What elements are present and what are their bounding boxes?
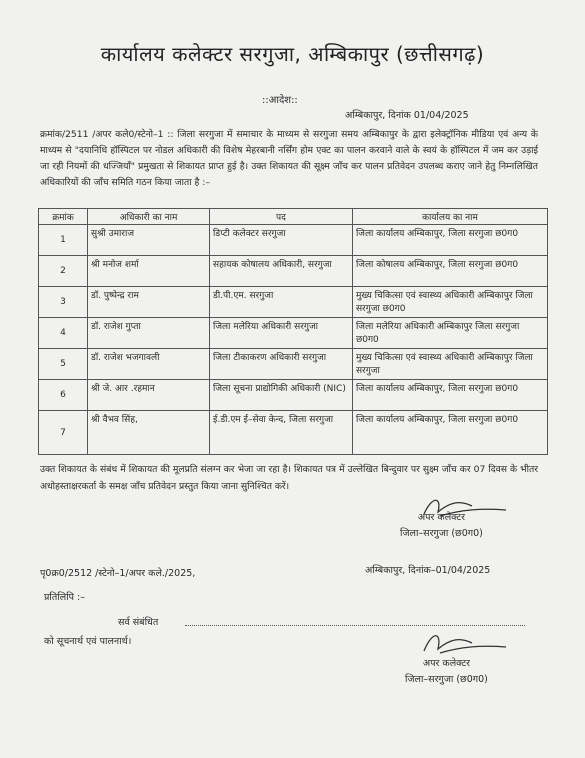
table-row	[39, 225, 548, 256]
office-title: कार्यालय कलेक्टर सरगुजा, अम्बिकापुर (छत्तीसगढ़)	[100, 42, 485, 66]
designation-cell: जिला सूचना प्राद्योगिकी अधिकारी (NIC)	[210, 380, 353, 411]
signatory-district: जिला–सरगुजा (छ0ग0)	[405, 674, 488, 685]
serial-cell: 7	[39, 411, 88, 455]
col-header-designation: पद	[210, 209, 353, 225]
copy-label: प्रतिलिपि :–	[44, 592, 86, 603]
order-date: अम्बिकापुर, दिनांक 01/04/2025	[345, 110, 469, 121]
table-header-row	[39, 209, 548, 225]
table-row	[39, 287, 548, 318]
office-cell: जिला कार्यालय अम्बिकापुर, जिला सरगुजा छ0ग0	[352, 411, 547, 455]
signatory-designation: अपर कलेक्टर	[417, 512, 465, 523]
officer-name-cell: डॉ. राजेश गुप्ता	[88, 318, 210, 349]
serial-cell: 1	[39, 225, 88, 256]
serial-cell: 5	[39, 349, 88, 380]
table-row	[39, 349, 548, 380]
designation-cell: सहायक कोषालय अधिकारी, सरगुजा	[210, 256, 353, 287]
officer-name-cell: श्री मनोज शर्मा	[88, 256, 210, 287]
reference-number: पृ0क्र0/2512 /स्टेनो–1/अपर कले./2025,	[40, 568, 196, 579]
reference-date: अम्बिकापुर, दिनांक–01/04/2025	[365, 565, 491, 576]
serial-cell: 4	[39, 318, 88, 349]
designation-cell: ई.डी.एम ई–सेवा केन्द, जिला सरगुजा	[210, 411, 353, 455]
serial-cell: 6	[39, 380, 88, 411]
closing-paragraph: उक्त शिकायत के संबंध में शिकायत की मूलप्रति संलग्न कर भेजा जा रहा है। शिकायत पत्र में उल्लेखित बिन्दुवार पर सुक्ष्म जाँच कर 07 दिवस के भीतर अधोहस्ताक्षरकर्ता के समक्ष जाँच प्रतिवेदन प्रस्तुत किया जाना सुनिश्चित करें।	[40, 464, 538, 492]
signature-scribble	[420, 627, 510, 659]
committee-table	[38, 208, 548, 455]
col-header-serial: क्रमांक	[39, 209, 88, 225]
signatory-district: जिला–सरगुजा (छ0ग0)	[400, 528, 483, 539]
signature-block	[400, 510, 483, 542]
designation-cell: जिला मलेरिया अधिकारी सरगुजा	[210, 318, 353, 349]
table-row	[39, 411, 548, 455]
copy-all-concerned: सर्व संबंधित	[118, 617, 159, 628]
office-cell: मुख्य चिकित्सा एवं स्वास्थ्य अधिकारी अम्बिकापुर जिला सरगुजा छ0ग0	[352, 287, 547, 318]
officer-name-cell: सुश्री उमाराज	[88, 225, 210, 256]
office-cell: जिला मलेरिया अधिकारी अम्बिकापुर जिला सरगुजा छ0ग0	[352, 318, 547, 349]
officer-name-cell: डॉ. पुष्पेन्द्र राम	[88, 287, 210, 318]
office-cell: मुख्य चिकित्सा एवं स्वास्थ्य अधिकारी अम्बिकापुर जिला सरगुजा	[352, 349, 547, 380]
office-cell: जिला कोषालय अम्बिकापुर, जिला सरगुजा छ0ग0	[352, 256, 547, 287]
officer-name-cell: श्री जे. आर .रहमान	[88, 380, 210, 411]
copy-inform-line: को सूचनार्थ एवं पालनार्थ।	[44, 636, 132, 647]
order-paragraph: क्रमांक/2511 /अपर कले0/स्टेनो–1 :: जिला सरगुजा में समाचार के माध्यम से सरगुजा समय अम्बिकापुर के द्वारा इलेक्ट्रॉनिक मीडिया एवं अन्य के माध्यम से "दयानिधि हॉस्पिटल पर नोडल अधिकारी की विशेष मेहरबानी नर्सिंग होम एक्ट का पालन करवाने वाले के स्वयं के हॉस्पिटल में जम कर उड़ाई जा रही नियमों की धज्जियाँ" प्रमुखता से शिकायत प्राप्त हुई है। उक्त शिकायत की सूक्ष्म जाँच कर पालन प्रतिवेदन उपलब्ध कराए जाने हेतु निम्नलिखित अधिकारियों की जाँच समिति गठन किया जाता है :–	[40, 129, 538, 188]
col-header-office: कार्यालय का नाम	[352, 209, 547, 225]
dotted-line	[185, 625, 525, 626]
order-heading: ::आदेश::	[262, 95, 298, 106]
office-cell: जिला कार्यालय अम्बिकापुर, जिला सरगुजा छ0ग0	[352, 380, 547, 411]
signature-block	[405, 656, 488, 688]
serial-cell: 2	[39, 256, 88, 287]
designation-cell: जिला टीकाकरण अधिकारी सरगुजा	[210, 349, 353, 380]
designation-cell: डी.पी.एम. सरगुजा	[210, 287, 353, 318]
signatory-designation: अपर कलेक्टर	[422, 658, 470, 669]
table-row	[39, 318, 548, 349]
officer-name-cell: डॉ. राजेश भजगावली	[88, 349, 210, 380]
office-cell: जिला कार्यालय अम्बिकापुर, जिला सरगुजा छ0ग0	[352, 225, 547, 256]
officer-name-cell: श्री वैभव सिंह,	[88, 411, 210, 455]
table-row	[39, 380, 548, 411]
col-header-officer-name: अधिकारी का नाम	[88, 209, 210, 225]
table-row	[39, 256, 548, 287]
serial-cell: 3	[39, 287, 88, 318]
designation-cell: डिप्टी कलेक्टर सरगुजा	[210, 225, 353, 256]
